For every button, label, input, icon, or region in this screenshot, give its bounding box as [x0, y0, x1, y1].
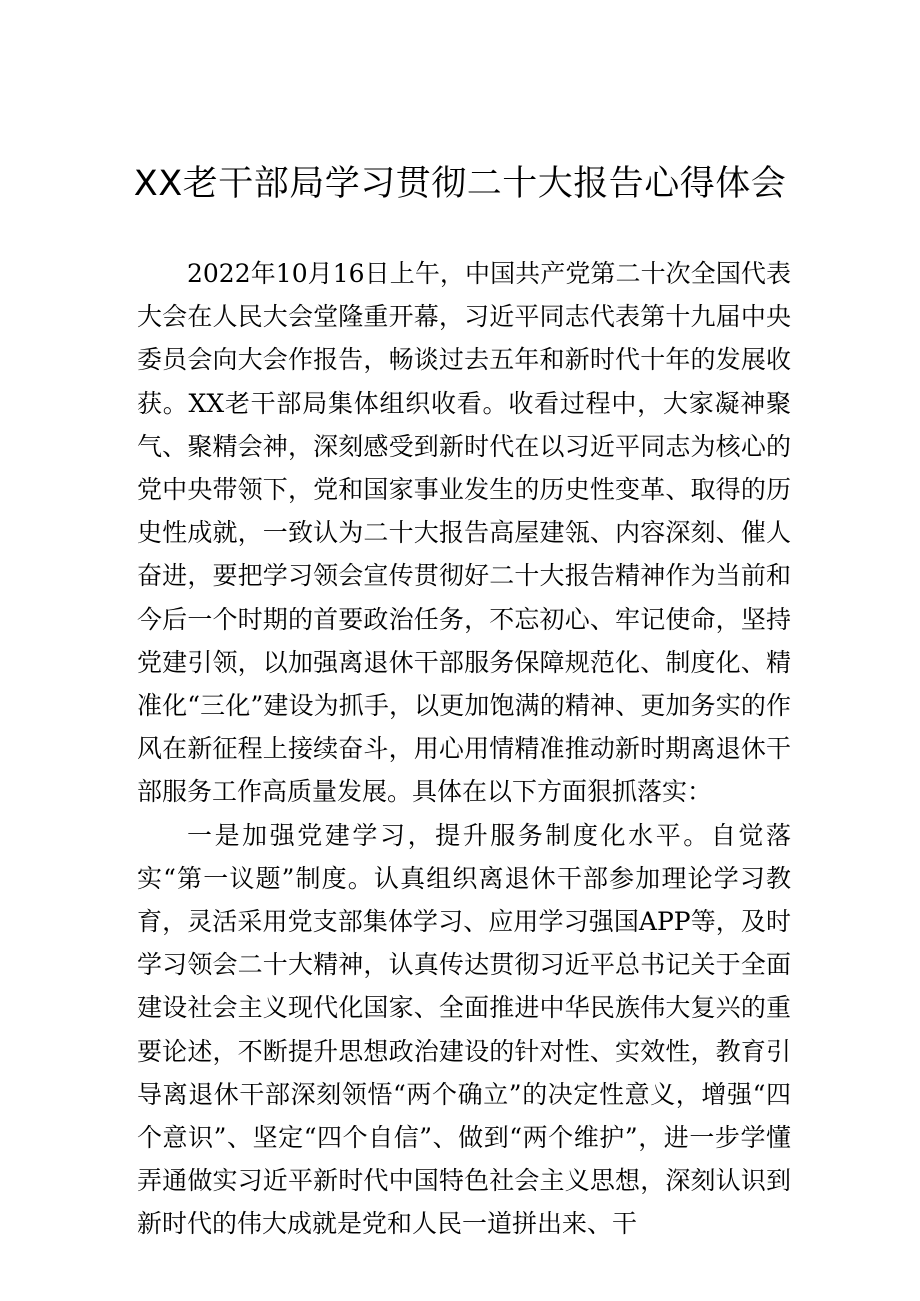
document-body: [137, 252, 791, 1246]
body-paragraph-1: 2022年10月16日上午，中国共产党第二十次全国代表大会在人民大会堂隆重开幕，习近平同志代表第十九届中央委员会向大会作报告，畅谈过去五年和新时代十年的发展收获。XX老干部局集体组织收看。收看过程中，大家凝神聚气、聚精会神，深刻感受到新时代在以习近平同志为核心的党中央带领下，党和国家事业发生的历史性变革、取得的历史性成就，一致认为二十大报告高屋建瓴、内容深刻、催人奋进，要把学习领会宣传贯彻好二十大报告精神作为当前和今后一个时期的首要政治任务，不忘初心、牢记使命，坚持党建引领，以加强离退休干部服务保障规范化、制度化、精准化“三化”建设为抓手，以更加饱满的精神、更加务实的作风在新征程上接续奋斗，用心用情精准推动新时期离退休干部服务工作高质量发展。具体在以下方面狠抓落实：: [137, 259, 791, 807]
body-paragraph-2: 一是加强党建学习，提升服务制度化水平。自觉落实“第一议题”制度。认真组织离退休干部参加理论学习教育，灵活采用党支部集体学习、应用学习强国APP等，及时学习领会二十大精神，认真传达贯彻习近平总书记关于全面建设社会主义现代化国家、全面推进中华民族伟大复兴的重要论述，不断提升思想政治建设的针对性、实效性，教育引导离退休干部深刻领悟“两个确立”的决定性意义，增强“四个意识”、坚定“四个自信”、做到“两个维护”，进一步学懂弄通做实习近平新时代中国特色社会主义思想，深刻认识到新时代的伟大成就是党和人民一道拼出来、干: [137, 820, 791, 1239]
document-title: XX老干部局学习贯彻二十大报告心得体会: [133, 164, 787, 204]
